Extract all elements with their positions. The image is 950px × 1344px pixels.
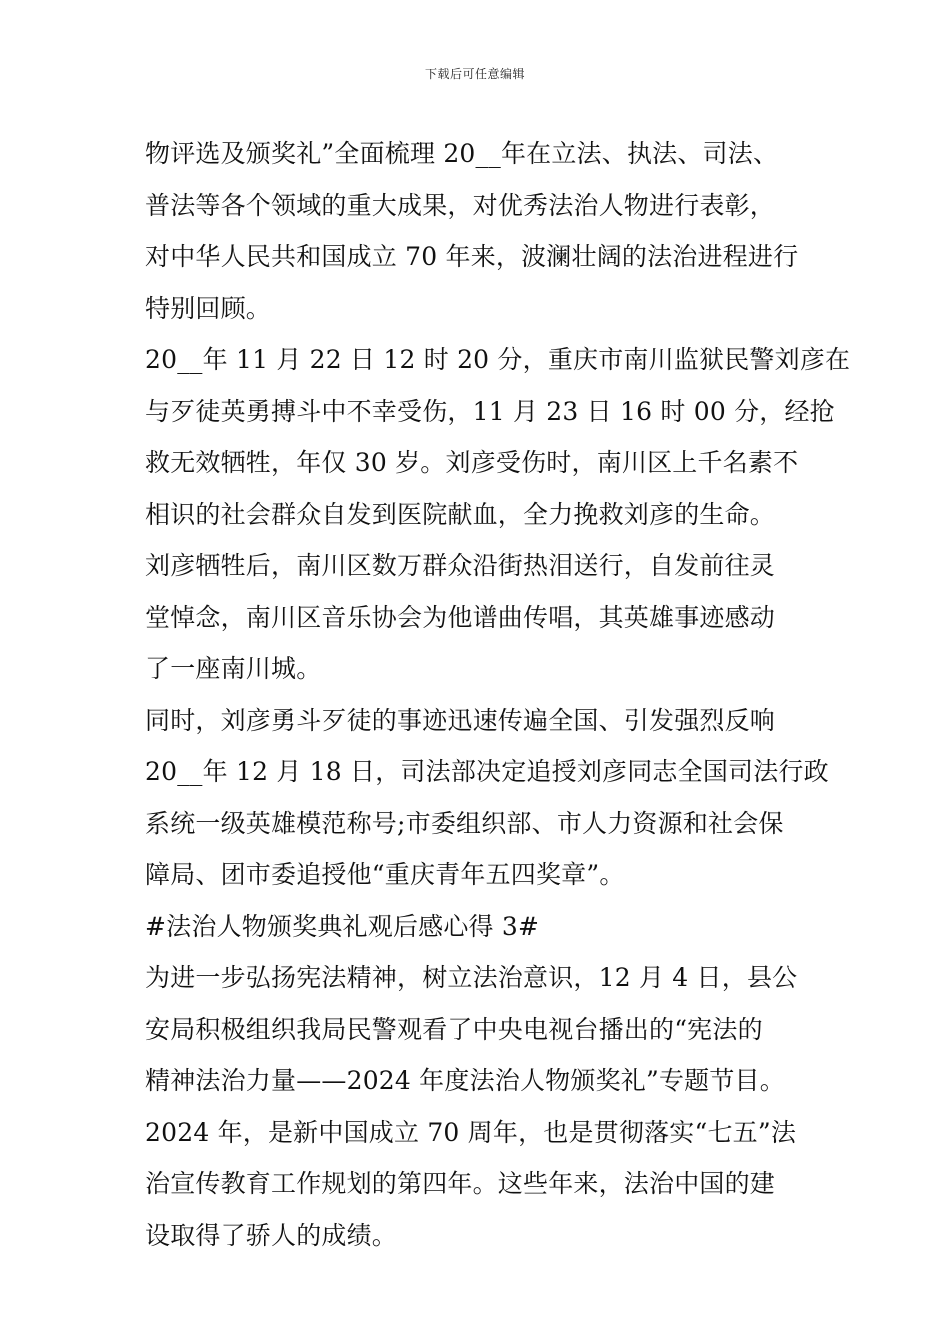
text-line: 堂悼念，南川区音乐协会为他谱曲传唱，其英雄事迹感动 bbox=[145, 602, 776, 632]
text-line: 相识的社会群众自发到医院献血，全力挽救刘彦的生命。 bbox=[145, 499, 776, 529]
text-line: 对中华人民共和国成立 70 年来，波澜壮阔的法治进程进行 bbox=[145, 242, 799, 271]
text-line: 治宣传教育工作规划的第四年。这些年来，法治中国的建 bbox=[145, 1169, 776, 1198]
text-line: 20__年 12 月 18 日，司法部决定追授刘彦同志全国司法行政 bbox=[145, 757, 829, 786]
text-line: 与歹徒英勇搏斗中不幸受伤，11 月 23 日 16 时 00 分，经抢 bbox=[145, 396, 835, 426]
text-line: 物评选及颁奖礼”全面梳理 20__年在立法、执法、司法、 bbox=[145, 139, 779, 168]
text-line: 普法等各个领域的重大成果，对优秀法治人物进行表彰， bbox=[145, 190, 776, 220]
text-line: 了一座南川城。 bbox=[145, 654, 322, 683]
text-line: 2024 年，是新中国成立 70 周年，也是贯彻落实“七五”法 bbox=[145, 1117, 797, 1147]
text-line: 20__年 11 月 22 日 12 时 20 分，重庆市南川监狱民警刘彦在 bbox=[145, 345, 851, 374]
text-line: 同时，刘彦勇斗歹徒的事迹迅速传遍全国、引发强烈反响 bbox=[145, 705, 776, 735]
text-line: 救无效牺牲，年仅 30 岁。刘彦受伤时，南川区上千名素不 bbox=[145, 448, 799, 477]
text-line: 精神法治力量——2024 年度法治人物颁奖礼”专题节目。 bbox=[145, 1066, 785, 1095]
text-line: 设取得了骄人的成绩。 bbox=[145, 1220, 398, 1250]
text-line: 特别回顾。 bbox=[145, 293, 272, 323]
body-text bbox=[145, 128, 851, 1261]
text-line: 刘彦牺牲后，南川区数万群众沿街热泪送行，自发前往灵 bbox=[145, 551, 776, 580]
text-line: 障局、团市委追授他“重庆青年五四奖章”。 bbox=[145, 860, 625, 889]
page-header: 下载后可任意编辑 bbox=[424, 67, 525, 81]
text-line: 系统一级英雄模范称号;市委组织部、市人力资源和社会保 bbox=[145, 808, 784, 838]
section-heading: #法治人物颁奖典礼观后感心得 3# bbox=[145, 911, 540, 941]
text-line: 为进一步弘扬宪法精神，树立法治意识，12 月 4 日，县公 bbox=[145, 963, 798, 992]
text-line: 安局积极组织我局民警观看了中央电视台播出的“宪法的 bbox=[145, 1014, 763, 1044]
